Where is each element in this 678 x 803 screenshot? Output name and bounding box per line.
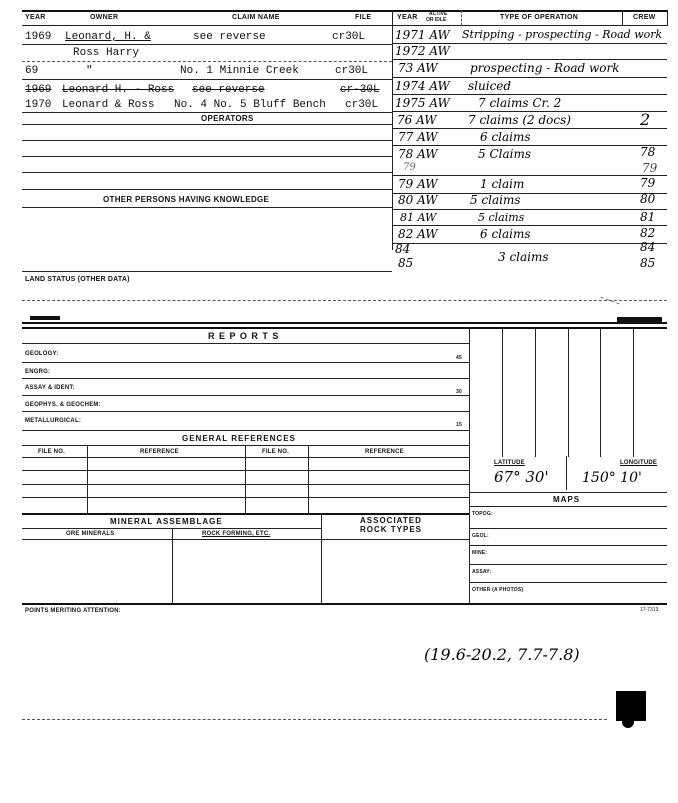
header-crew: CREW <box>633 14 656 21</box>
registration-mark-tail <box>622 720 634 728</box>
associated-line-2: ROCK TYPES <box>360 525 423 534</box>
activity-row-13-operation: 6 claims <box>480 227 531 241</box>
activity-row-8-year: 78 AW <box>398 147 438 161</box>
activity-row-4-operation: sluiced <box>468 79 512 93</box>
owner-row-5-file: cr30L <box>345 99 379 111</box>
activity-row-9-crew: 79 <box>642 161 658 175</box>
activity-row-13-crew: 82 <box>640 226 656 240</box>
maps-topog: TOPOG: <box>472 511 493 517</box>
header-type-of-operation: TYPE OF OPERATION <box>500 14 579 21</box>
operators-label: OPERATORS <box>201 114 254 123</box>
associated-line-1: ASSOCIATED <box>360 516 422 525</box>
header-active: ACTIVE <box>429 11 448 17</box>
activity-row-15-crew: 85 <box>640 256 656 270</box>
owner-row-4-year: 1969 <box>25 84 52 96</box>
activity-row-15-year: 85 <box>398 256 414 270</box>
owner-row-4-claim: see reverse <box>192 84 265 96</box>
reports-title: R E P O R T S <box>208 331 280 341</box>
activity-row-11-operation: 5 claims <box>470 193 521 207</box>
activity-row-7-operation: 6 claims <box>480 130 531 144</box>
ref-file-no-2: FILE NO. <box>262 449 289 455</box>
land-status-label: LAND STATUS (OTHER DATA) <box>25 276 130 283</box>
land-status-mark-left <box>30 316 60 320</box>
activity-row-3-year: 73 AW <box>398 61 438 75</box>
activity-row-10-year: 79 AW <box>398 177 438 191</box>
activity-row-11-crew: 80 <box>640 192 656 206</box>
handwritten-note: (19.6-20.2, 7.7-7.8) <box>424 645 580 664</box>
owner-row-5-claim: No. 4 No. 5 Bluff Bench <box>174 99 326 111</box>
owner-row-1-year: 1969 <box>25 31 52 43</box>
longitude-label: LONGITUDE <box>620 460 658 466</box>
maps-geol: GEOL: <box>472 533 489 539</box>
owner-row-1-file: cr30L <box>332 31 366 43</box>
reports-geology: GEOLOGY: <box>25 351 59 357</box>
ref-reference-2: REFERENCE <box>365 449 404 455</box>
header-owner: OWNER <box>90 14 119 21</box>
mineral-assemblage-title: MINERAL ASSEMBLAGE <box>110 517 223 526</box>
owner-row-4-file: cr-30L <box>340 84 380 96</box>
owner-row-2-owner: Ross Harry <box>73 47 140 59</box>
owner-row-1-owner: Leonard, H. & <box>65 31 151 43</box>
activity-row-15-operation: 3 claims <box>498 250 549 264</box>
activity-row-3-operation: prospecting - Road work <box>470 61 620 75</box>
maps-other: OTHER (A PHOTOS) <box>472 587 524 593</box>
activity-row-5-year: 1975 AW <box>395 96 450 110</box>
reports-mark-45: 45 <box>456 355 462 361</box>
ore-minerals-label: ORE MINERALS <box>66 531 115 537</box>
owner-row-3-owner: " <box>86 65 93 77</box>
points-label: POINTS MERITING ATTENTION: <box>25 608 121 614</box>
other-persons-label: OTHER PERSONS HAVING KNOWLEDGE <box>103 195 270 204</box>
activity-row-6-crew: 2 <box>640 110 651 129</box>
reports-metallurgical: METALLURGICAL: <box>25 418 82 424</box>
activity-row-12-operation: 5 claims <box>478 211 525 224</box>
owner-row-3-claim: No. 1 Minnie Creek <box>180 65 299 77</box>
owner-row-4-owner: Leonard H. - Ross <box>62 84 175 96</box>
maps-title: MAPS <box>553 495 581 504</box>
activity-row-13-year: 82 AW <box>398 227 438 241</box>
header-year: YEAR <box>25 14 46 21</box>
activity-row-11-year: 80 AW <box>398 193 438 207</box>
latitude-label: LATITUDE <box>494 460 525 466</box>
rock-forming-label: ROCK FORMING, ETC. <box>202 531 271 537</box>
activity-row-7-year: 77 AW <box>398 130 438 144</box>
activity-row-5-operation: 7 claims Cr. 2 <box>478 96 562 110</box>
form-code: 17-7313 <box>640 607 659 613</box>
header-year-2: YEAR <box>397 14 418 21</box>
reports-mark-30: 30 <box>456 389 462 395</box>
activity-row-6-operation: 7 claims (2 docs) <box>468 113 571 127</box>
maps-assay: ASSAY: <box>472 569 492 575</box>
owner-row-5-year: 1970 <box>25 99 52 111</box>
header-file: FILE <box>355 14 372 21</box>
activity-row-4-year: 1974 AW <box>395 79 450 93</box>
activity-row-10-operation: 1 claim <box>480 177 525 191</box>
maps-mine: MINE: <box>472 550 488 556</box>
registration-mark <box>616 691 646 721</box>
header-claim-name: CLAIM NAME <box>232 14 280 21</box>
activity-row-9-year: 79 <box>403 162 416 173</box>
general-references-title: GENERAL REFERENCES <box>182 434 296 443</box>
activity-row-14-crew: 84 <box>640 240 656 254</box>
land-status-mark-right <box>617 317 662 322</box>
owner-row-5-owner: Leonard & Ross <box>62 99 155 111</box>
activity-row-12-year: 81 AW <box>400 211 437 224</box>
activity-row-12-crew: 81 <box>640 210 656 224</box>
activity-row-2-year: 1972 AW <box>395 44 450 58</box>
owner-row-3-year: 69 <box>25 65 39 77</box>
latitude-value: 67° 30' <box>494 468 549 486</box>
ref-file-no: FILE NO. <box>38 449 65 455</box>
ref-reference: REFERENCE <box>140 449 179 455</box>
header-or-idle: OR IDLE <box>426 17 447 23</box>
reports-geophys: GEOPHYS. & GEOCHEM: <box>25 402 101 408</box>
longitude-value: 150° 10' <box>582 470 642 486</box>
activity-row-8-operation: 5 Claims <box>478 147 531 161</box>
reports-assay: ASSAY & IDENT: <box>25 385 75 391</box>
owner-row-3-file: cr30L <box>335 65 369 77</box>
activity-row-10-crew: 79 <box>640 176 656 190</box>
activity-row-6-year: 76 AW <box>397 113 437 127</box>
activity-row-8-crew: 78 <box>640 145 656 159</box>
activity-row-14-year: 84 <box>395 242 411 256</box>
reports-engrg: ENGRG: <box>25 369 51 375</box>
activity-row-1-year: 1971 AW <box>395 28 450 42</box>
activity-row-1-operation: Stripping - prospecting - Road work <box>462 28 663 41</box>
reports-mark-15: 15 <box>456 422 462 428</box>
owner-row-1-claim: see reverse <box>193 31 266 43</box>
